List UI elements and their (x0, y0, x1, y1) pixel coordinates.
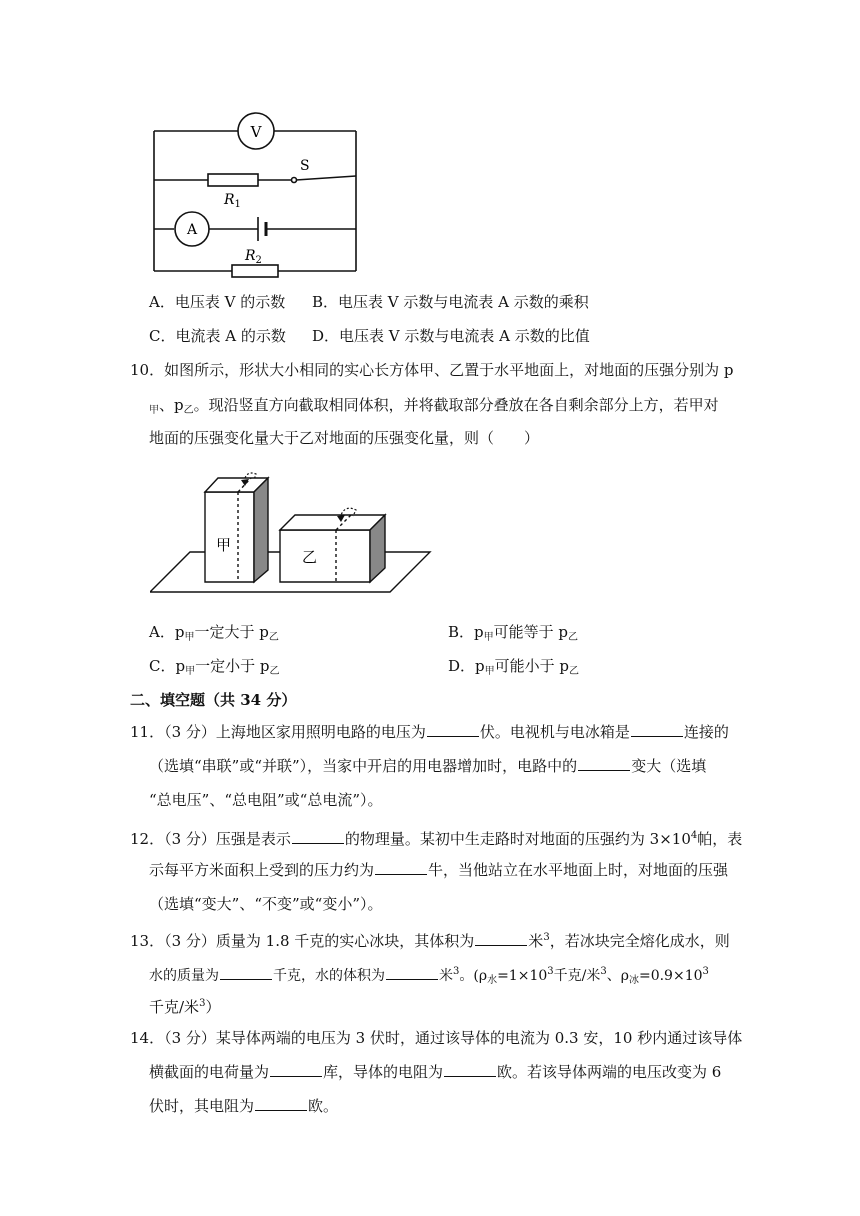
q12-line-1: 12．（3 分）压强是表示 的物理量。某初中生走路时对地面的压强约为 $3\times 10^4$帕，表 (130, 830, 743, 848)
q10-option-d: D．$p_甲$可能小于 $p_乙$ (448, 657, 580, 677)
q9-option-c: C．电流表 A 的示数 (149, 327, 286, 345)
q14-line-2: 横截面的电荷量为 库，导体的电阻为 欧。若该导体两端的电压改变为 6 (149, 1063, 722, 1081)
r2-label: R (245, 248, 256, 264)
section-title: 二、填空题（共 34 分） (130, 691, 297, 709)
q11-line-3: “总电压”、“总电阻”或“总电流”）。 (149, 791, 383, 809)
q9-option-d: D．电压表 V 示数与电流表 A 示数的比值 (312, 327, 590, 345)
q10-option-a: A．$p_甲$一定大于 $p_乙$ (149, 623, 279, 643)
switch-label: S (300, 158, 310, 174)
q10-option-c: C．$p_甲$一定小于 $p_乙$ (149, 657, 280, 677)
q10-line-3: 地面的压强变化量大于乙对地面的压强变化量，则（ ） (149, 429, 540, 447)
ammeter-label: A (186, 222, 198, 238)
svg-text:R1 (223, 192, 241, 210)
q10-line-1: 10．如图所示，形状大小相同的实心长方体甲、乙置于水平地面上，对地面的压强分别为 p (130, 361, 734, 379)
blocks-figure (150, 470, 440, 600)
q9-option-b: B．电压表 V 示数与电流表 A 示数的乘积 (312, 293, 589, 311)
block-yi-label: 乙 (302, 548, 318, 566)
voltmeter-label: V (250, 123, 262, 141)
q10-line-2: $_甲$、$p_乙$。现沿竖直方向截取相同体积，并将截取部分叠放在各自剩余部分上方，若甲对 (149, 396, 719, 416)
circuit-diagram (140, 105, 370, 280)
q12-line-3: （选填“变大”、“不变”或“变小”）。 (149, 895, 383, 913)
block-jia-label: 甲 (216, 536, 232, 554)
q13-line-2: 水的质量为 千克，水的体积为 米$^3$。($\rho_水=1\times 10^3$千克/米$^3$、$\rho_冰=0.9\times 10^3$ (149, 966, 709, 986)
r1-label: R (224, 192, 235, 208)
q14-line-3: 伏时，其电阻为 欧。 (149, 1097, 339, 1115)
q11-line-1: 11．（3 分）上海地区家用照明电路的电压为 伏。电视机与电冰箱是 连接的 (130, 723, 729, 741)
q12-line-2: 示每平方米面积上受到的压力约为 牛，当他站立在水平地面上时，对地面的压强 (149, 861, 729, 879)
r1-subscript: 1 (234, 199, 241, 210)
q9-option-a: A．电压表 V 的示数 (149, 293, 286, 311)
q13-line-1: 13．（3 分）质量为 1.8 千克的实心冰块，其体积为 米$^3$，若冰块完全熔化成水，则 (130, 932, 730, 950)
svg-text:R2 (244, 248, 262, 266)
q10-option-b: B．$p_甲$可能等于 $p_乙$ (448, 623, 579, 643)
q11-line-2: （选填“串联”或“并联”），当家中开启的用电器增加时，电路中的 变大（选填 (149, 757, 707, 775)
r2-subscript: 2 (255, 255, 262, 266)
q14-line-1: 14．（3 分）某导体两端的电压为 3 伏时，通过该导体的电流为 0.3 安，10 秒内通过该导体 (130, 1029, 743, 1047)
q13-line-3: 千克/米$^3$） (149, 998, 221, 1016)
